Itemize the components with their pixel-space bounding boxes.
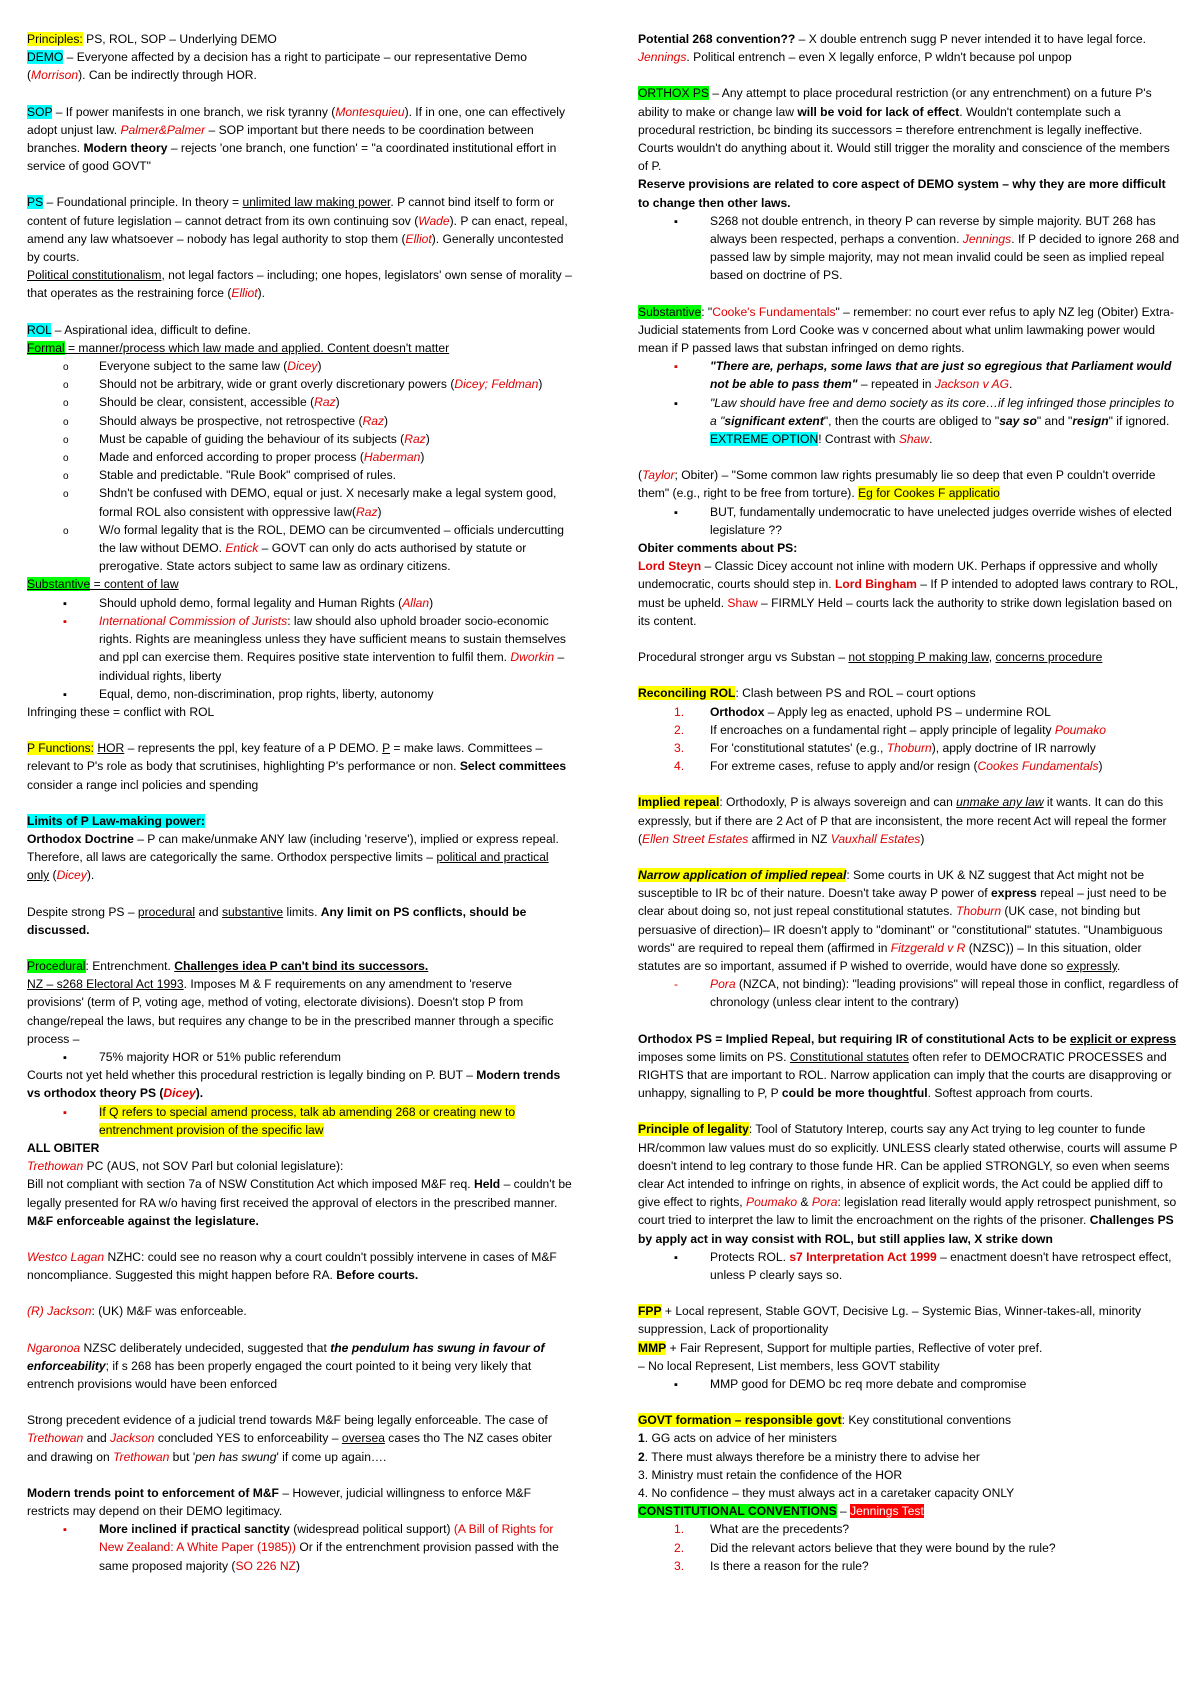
- p-functions-paragraph: P Functions: HOR – represents the ppl, key feature of a P DEMO. P = make laws. Committees – relevant to P's role as body that scrutinises, highlighting P's performance or non. Select committees consider a range incl policies and spending: [27, 741, 567, 792]
- westco-paragraph: Westco Lagan NZHC: could see no reason why a court couldn't possibly intervene in cases of M&F noncompliance. Suggested this might happen before RA. Before courts.: [27, 1249, 557, 1283]
- list-item: o Should be clear, consistent, accessible (Raz): [27, 393, 572, 411]
- fpp-paragraph: FPP + Local represent, Stable GOVT, Decisive Lg. – Systemic Bias, Winner-takes-all, minority suppression, Lack of proportionality: [638, 1304, 1142, 1337]
- all-obiter-line: ALL OBITER: [27, 1140, 100, 1155]
- limits-label: Limits of P Law-making power:: [27, 813, 205, 828]
- despite-paragraph: Despite strong PS – procedural and substantive limits. Any limit on PS conflicts, should be discussed.: [27, 904, 527, 937]
- case-citation: Palmer&Palmer: [120, 122, 206, 137]
- case-citation: Jennings: [638, 50, 687, 65]
- list-item: o Shdn't be confused with DEMO, equal or just. X necesarly make a legal system good, formal ROL also consistent with oppressive law(Raz): [27, 484, 572, 520]
- substantive-label: Substantive: [27, 577, 91, 592]
- reconciling-heading: Reconciling ROL: Clash between PS and ROL – court options: [638, 686, 976, 701]
- procedural-list: [27, 1048, 572, 1066]
- principle-of-legality-label: Principle of legality: [638, 1122, 749, 1137]
- mmp-list: [638, 1375, 1180, 1393]
- list-item: ▪ International Commission of Jurists: law should also uphold broader socio-economic rights. Rights are meaningless unless they have sufficient means to sustain themselves and ppl can exercise them. Requires positive state intervention to fulfil them. Dworkin – individual rights, liberty: [27, 612, 572, 685]
- case-citation: Westco Lagan: [27, 1249, 105, 1264]
- mmp-paragraph: MMP + Fair Represent, Support for multiple parties, Reflective of voter pref.: [638, 1340, 1043, 1355]
- convention-line: 4. No confidence – they must always act in a caretaker capacity ONLY: [638, 1486, 1015, 1501]
- list-item: 1. Orthodox – Apply leg as enacted, uphold PS – undermine ROL: [674, 704, 1051, 719]
- fpp-label: FPP: [638, 1304, 662, 1319]
- ps-paragraph: PS – Foundational principle. In theory = unlimited law making power. P cannot bind itself to form or content of future legislation – cannot detract from its own continuing sov (Wade). P can enact, repeal, amend any law whatsoever – nobody has legal authority to stop them (Elliot). Generally uncontested by courts. Political constitutionalism, not legal factors – including; one hopes, legislators' own sense of morality – that operates as the restraining force (Elliot).: [27, 195, 572, 301]
- narrow-application-paragraph: Narrow application of implied repeal: Some courts in UK & NZ suggest that Act might not be susceptible to IR bc of their nature. Doesn't take away P power of express repeal – just need to be clear about doing so, not just repeal constitutional statutes. Thoburn (UK case, not binding but persuasive of direction)– IR doesn't apply to "dominant" or "constitutional" statutes. "Unambiguous words" are required to repeal them (affirmed in Fitzgerald v R (NZSC)) – In this situation, older statutes are so important, assumed if P wished to override, would have done so expressly.: [638, 867, 1167, 973]
- right-column: [638, 30, 1180, 1575]
- case-citation: Ngaronoa: [27, 1340, 81, 1355]
- case-citation: Montesquieu: [335, 104, 405, 119]
- mmp-label: MMP: [638, 1340, 667, 1355]
- left-column: [27, 30, 572, 1575]
- demo-paragraph: DEMO – Everyone affected by a decision has a right to participate – our representative Demo (Morrison). Can be indirectly through HOR.: [27, 50, 527, 83]
- implied-repeal-paragraph: Implied repeal: Orthodoxly, P is always sovereign and can unmake any law it wants. It can do this expressly, but if there are 2 Act of P that are inconsistent, the more recent Act will repeal the former (Ellen Street Estates affirmed in NZ Vauxhall Estates): [638, 795, 1167, 846]
- procedural-note-list: [27, 1103, 572, 1139]
- obiter-paragraph: Lord Steyn – Classic Dicey account not inline with modern UK. Perhaps if oppressive and wholly undemocratic, courts should step in. Lord Bingham – If P intended to adopted laws contrary to ROL, must be upheld. Shaw – FIRMLY Held – courts lack the authority to strike down legislation based on its content.: [638, 559, 1179, 628]
- cooke-list: [638, 357, 1180, 448]
- list-item: o Should not be arbitrary, wide or grant overly discretionary powers (Dicey; Feldman): [27, 375, 572, 393]
- jackson-paragraph: (R) Jackson: (UK) M&F was enforceable.: [27, 1304, 247, 1319]
- orthodox-ps-paragraph: ORTHOX PS – Any attempt to place procedural restriction (or any entrenchment) on a future P's ability to make or change law will be void for lack of effect. Wouldn't contemplate such a procedural restriction, bc binding its successors = therefore entrenchment is legally ineffective. Courts wouldn't do anything about it. Would still trigger the morality and conscience of the members of P.: [638, 86, 1170, 174]
- substantive-list: [27, 594, 572, 703]
- list-item: ▪ "Law should have free and demo society as its core…if leg infringed those principles to a "significant extent", then the courts are obliged to "say so" and "resign" if ignored. EXTREME OPTION! Contrast with Shaw.: [638, 394, 1180, 449]
- case-citation: (R) Jackson: [27, 1304, 92, 1319]
- case-citation: Trethowan: [27, 1159, 84, 1174]
- trethowan-heading: Trethowan PC (AUS, not SOV Parl but colonial legislature):: [27, 1159, 344, 1174]
- case-citation: Elliot: [405, 231, 432, 246]
- list-item: ▪ BUT, fundamentally undemocratic to have unelected judges override wishes of elected legislature ??: [638, 503, 1180, 539]
- list-item: ▪ S268 not double entrench, in theory P can reverse by simple majority. BUT 268 has always been respected, perhaps a convention. Jennings. If P decided to ignore 268 and passed law by simple majority, may not mean invalid could be seen as implied repeal based on doctrine of PS.: [638, 212, 1180, 285]
- rol-label: ROL: [27, 322, 52, 337]
- convention-line: 2. There must always therefore be a ministry there to advise her: [638, 1449, 980, 1464]
- limits-paragraph: Orthodox Doctrine – P can make/unmake ANY law (including 'reserve'), implied or express repeal. Therefore, all laws are categorically the same. Orthodox perspective limits – political and practical only (Dicey).: [27, 831, 559, 883]
- substantive-label: Substantive: [638, 304, 702, 319]
- procedural-courts: Courts not yet held whether this procedural restriction is legally binding on P. BUT – Modern trends vs orthodox theory PS (Dicey).: [27, 1068, 561, 1101]
- ngaronoa-paragraph: Ngaronoa NZSC deliberately undecided, suggested that the pendulum has swung in favour of enforceability; if s 268 has been properly engaged the court pointed to it being very likely that entrench provisions would have been enforced: [27, 1340, 545, 1391]
- principles-line: Principles: PS, ROL, SOP – Underlying DEMO: [27, 32, 277, 46]
- procedural-paragraph: Procedural: Entrenchment. Challenges idea P can't bind its successors. NZ – s268 Electoral Act 1993. Imposes M & F requirements on any amendment to 'reserve provisions' (term of P, voting age, method of voting, electorate divisions). Doesn't stop P from change/repeal the laws, but requires any change to be in the prescribed manner through a specific process –: [27, 958, 554, 1046]
- list-item: o W/o formal legality that is the ROL, DEMO can be circumvented – officials undercutting the law without DEMO. Entick – GOVT can only do acts authorised by statute or prerogative. State actors subject to same law as ordinary citizens.: [27, 521, 572, 576]
- orthodox-ps-label: ORTHOX PS: [638, 86, 710, 101]
- limits-heading: [27, 812, 572, 830]
- taylor-list: [638, 503, 1180, 539]
- narrow-list: [638, 975, 1180, 1011]
- list-item: ▪ More inclined if practical sanctity (widespread political support) (A Bill of Rights for New Zealand: A White Paper (1985)) Or if the entrenchment provision passed with the same proposed majority (SO 226 NZ): [27, 1520, 572, 1575]
- jennings-list: [638, 1520, 1180, 1575]
- strong-precedent-paragraph: Strong precedent evidence of a judicial trend towards M&F being legally enforceable. The case of Trethowan and Jackson concluded YES to enforceability – oversea cases tho The NZ cases obiter and drawing on Trethowan but 'pen has swung' if come up again….: [27, 1413, 553, 1464]
- list-item: 3. Is there a reason for the rule?: [674, 1558, 869, 1573]
- principle-of-legality-paragraph: Principle of legality: Tool of Statutory Interep, courts say any Act trying to leg counter to funde HR/common law values must do so explicitly. UNLESS clearly stated otherwise, courts will assume P doesn't intend to leg contrary to those funde HR. Can be applied STRONGLY, so even when seems clear Act intended to infringe on rights, in absence of explicit words, the Act could be applied diff to give effect to rights, Poumako & Pora: legislation read literally would apply retrospect punishment, so court tried to interpret the law to limit the encroachment on the rights of the prisoner. Challenges PS by apply act in way consist with ROL, but still applies law, X strike down: [638, 1122, 1178, 1246]
- procedural-vs-substantive: Procedural stronger argu vs Substan – not stopping P making law, concerns procedure: [638, 650, 1103, 665]
- case-citation: Morrison: [31, 68, 79, 83]
- govt-formation-heading: GOVT formation – responsible govt: Key constitutional conventions: [638, 1413, 1012, 1428]
- list-item: o Must be capable of guiding the behaviour of its subjects (Raz): [27, 430, 572, 448]
- constitutional-conventions-label: CONSTITUTIONAL CONVENTIONS: [638, 1504, 837, 1519]
- reconciling-label: Reconciling ROL: [638, 686, 736, 701]
- list-item: 3. For 'constitutional statutes' (e.g., Thoburn), apply doctrine of IR narrowly: [674, 740, 1096, 755]
- govt-formation-label: GOVT formation – responsible govt: [638, 1413, 842, 1428]
- case-citation: Elliot: [231, 286, 258, 301]
- jennings-test-label: Jennings Test: [850, 1504, 924, 1519]
- list-item: - Pora (NZCA, not binding): "leading provisions" will repeal those in conflict, regardless of chronology (unless clear intent to the contrary): [638, 975, 1180, 1011]
- list-item: ▪ Equal, demo, non-discrimination, prop rights, liberty, autonomy: [27, 685, 572, 703]
- narrow-application-label: Narrow application of implied repeal: [638, 867, 847, 882]
- list-item: ▪ If Q refers to special amend process, talk ab amending 268 or creating new to entrenchment provision of the specific law: [27, 1103, 572, 1139]
- convention-line: 3. Ministry must retain the confidence of the HOR: [638, 1467, 903, 1482]
- ps-label: PS: [27, 195, 44, 210]
- infringe-line: Infringing these = conflict with ROL: [27, 704, 215, 719]
- principles-label: Principles:: [27, 32, 83, 46]
- modern-trends-paragraph: Modern trends point to enforcement of M&F – However, judicial willingness to enforce M&F restricts may depend on their DEMO legitimacy.: [27, 1485, 532, 1519]
- list-item: ▪ Should uphold demo, formal legality and Human Rights (Allan): [27, 594, 572, 612]
- list-item: o Should always be prospective, not retrospective (Raz): [27, 412, 572, 430]
- mmp-cons: – No local Represent, List members, less GOVT stability: [638, 1358, 940, 1373]
- rol-paragraph: ROL – Aspirational idea, difficult to define.: [27, 322, 251, 337]
- list-item: 2. Did the relevant actors believe that they were bound by the rule?: [674, 1540, 1056, 1555]
- p-functions-label: P Functions:: [27, 741, 94, 756]
- sop-label: SOP: [27, 104, 53, 119]
- list-item: 2. If encroaches on a fundamental right – apply principle of legality Poumako: [674, 722, 1106, 737]
- constitutional-conventions-heading: CONSTITUTIONAL CONVENTIONS – Jennings Test: [638, 1504, 924, 1519]
- orthodox-ps-implied-paragraph: Orthodox PS = Implied Repeal, but requiring IR of constitutional Acts to be explicit or express imposes some limits on PS. Constitutional statutes often refer to DEMOCRATIC PROCESSES and RIGHTS that are important to ROL. Narrow application can imply that the courts are disapproving or unhappy, signalling to P, P could be more thoughtful. Softest approach from courts.: [638, 1031, 1177, 1101]
- trethowan-paragraph: Bill not compliant with section 7a of NSW Constitution Act which imposed M&F req. Held – couldn't be legally presented for RA w/o having first received the approval of electors in the prescribed manner. M&F enforceable against the legislature.: [27, 1177, 572, 1228]
- formal-heading: Formal = manner/process which law made and applied. Content doesn't matter: [27, 340, 450, 355]
- obiter-heading: Obiter comments about PS:: [638, 541, 798, 556]
- reserve-provisions-line: Reserve provisions are related to core aspect of DEMO system – why they are more difficult to change then other laws.: [638, 177, 1166, 210]
- case-citation: Wade: [418, 213, 450, 228]
- list-item: 1. What are the precedents?: [674, 1522, 850, 1537]
- list-item: ▪ Protects ROL. s7 Interpretation Act 1999 – enactment doesn't have retrospect effect, unless P clearly says so.: [638, 1248, 1180, 1284]
- list-item: o Stable and predictable. "Rule Book" comprised of rules.: [27, 466, 572, 484]
- list-item: 4. For extreme cases, refuse to apply and/or resign (Cookes Fundamentals): [674, 759, 1103, 774]
- procedural-label: Procedural: [27, 958, 86, 973]
- formal-list: [27, 357, 572, 575]
- list-item: ▪ "There are, perhaps, some laws that are just so egregious that Parliament would not be able to pass them" – repeated in Jackson v AG.: [638, 357, 1180, 393]
- implied-repeal-label: Implied repeal: [638, 795, 720, 810]
- substantive-paragraph: Substantive: "Cooke's Fundamentals" – remember: no court ever refus to aply NZ leg (Obiter) Extra-Judicial statements from Lord Cooke was v concerned about what unlim lawmaking power would mean if P passed laws that substan infringed on demo rights.: [638, 304, 1174, 356]
- list-item: o Everyone subject to the same law (Dicey): [27, 357, 572, 375]
- demo-label: DEMO: [27, 50, 64, 65]
- formal-label: Formal: [27, 340, 65, 355]
- legality-list: [638, 1248, 1180, 1284]
- convention-line: 1. GG acts on advice of her ministers: [638, 1431, 837, 1446]
- sop-paragraph: SOP – If power manifests in one branch, we risk tyranny (Montesquieu). If in one, one can effectively adopt unjust law. Palmer&Palmer – SOP important but there needs to be coordination between branches. Modern theory – rejects 'one branch, one function' = "a coordinated institutional effort in service of good GOVT": [27, 104, 566, 174]
- substantive-heading: Substantive = content of law: [27, 577, 179, 592]
- list-item: ▪ MMP good for DEMO bc req more debate and compromise: [638, 1375, 1180, 1393]
- modern-trends-list: [27, 1520, 572, 1575]
- list-item: o Made and enforced according to proper process (Haberman): [27, 448, 572, 466]
- reserve-list: [638, 212, 1180, 285]
- reconciling-list: [638, 703, 1180, 776]
- taylor-paragraph: (Taylor; Obiter) – "Some common law rights presumably lie so deep that even P couldn't override them" (e.g., right to be free from torture). Eg for Cookes F applicatio: [638, 468, 1156, 501]
- potential-convention-paragraph: Potential 268 convention?? – X double entrench sugg P never intended it to have legal force. Jennings. Political entrench – even X legally enforce, P wldn't because pol unpop: [638, 32, 1146, 65]
- list-item: ▪ 75% majority HOR or 51% public referendum: [27, 1048, 572, 1066]
